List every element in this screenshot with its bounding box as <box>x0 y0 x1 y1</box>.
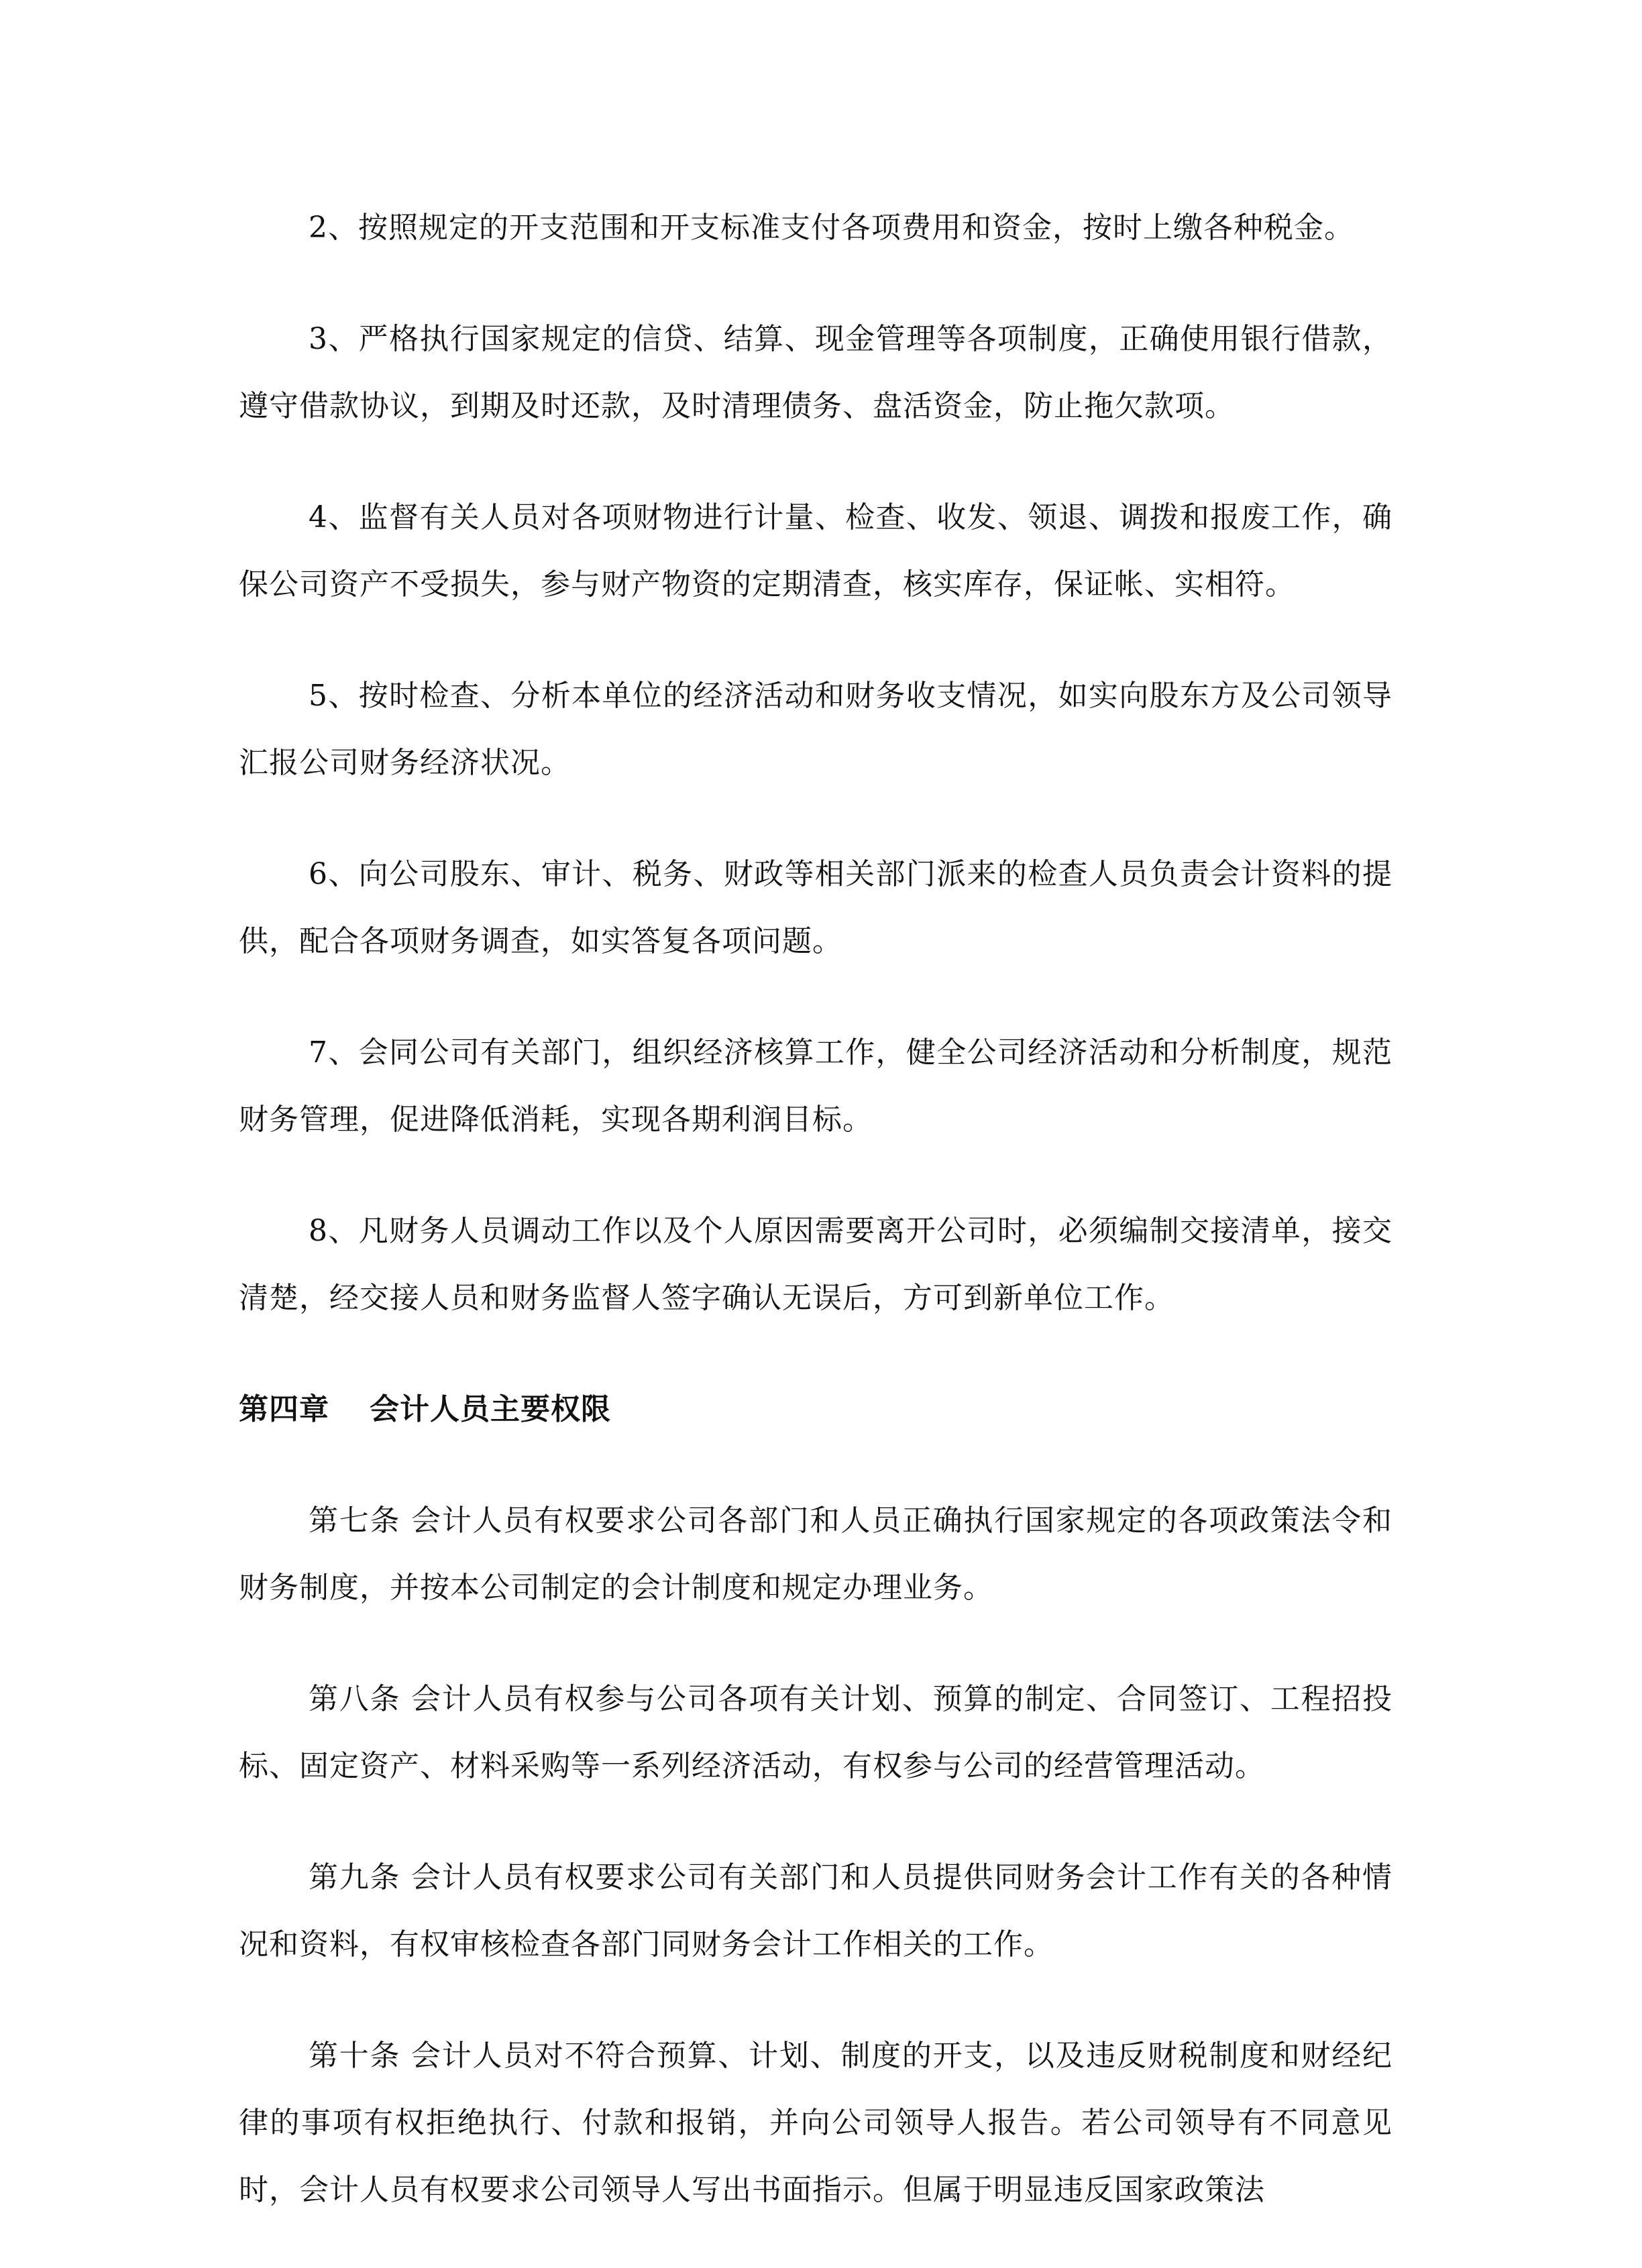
article-7: 第七条 会计人员有权要求公司各部门和人员正确执行国家规定的各项政策法令和财务制度，并按本公司制定的会计制度和规定办理业务。 <box>239 1504 1392 1605</box>
paragraph-item-2: 2、按照规定的开支范围和开支标准支付各项费用和资金，按时上缴各种税金。 <box>309 211 1354 245</box>
chapter-title: 会计人员主要权限 <box>370 1392 611 1426</box>
article-9: 第九条 会计人员有权要求公司有关部门和人员提供同财务会计工作有关的各种情况和资料，有权审核检查各部门同财务会计工作相关的工作。 <box>239 1860 1392 1962</box>
article-10: 第十条 会计人员对不符合预算、计划、制度的开支，以及违反财税制度和财经纪律的事项有权拒绝执行、付款和报销，并向公司领导人报告。若公司领导有不同意见时，会计人员有权要求公司领导人写出书面指示。但属于明显违反国家政策法 <box>239 2039 1392 2207</box>
paragraph-item-6: 6、向公司股东、审计、税务、财政等相关部门派来的检查人员负责会计资料的提供，配合各项财务调查，如实答复各项问题。 <box>239 857 1392 958</box>
paragraph-item-8: 8、凡财务人员调动工作以及个人原因需要离开公司时，必须编制交接清单，接交清楚，经交接人员和财务监督人签字确认无误后，方可到新单位工作。 <box>239 1214 1392 1315</box>
paragraph-item-5: 5、按时检查、分析本单位的经济活动和财务收支情况，如实向股东方及公司领导汇报公司财务经济状况。 <box>239 679 1392 780</box>
paragraph-item-4: 4、监督有关人员对各项财物进行计量、检查、收发、领退、调拨和报废工作，确保公司资产不受损失，参与财产物资的定期清查，核实库存，保证帐、实相符。 <box>239 500 1392 602</box>
chapter-number: 第四章 <box>239 1392 329 1426</box>
chapter-heading <box>239 1376 1392 1443</box>
paragraph-item-7: 7、会同公司有关部门，组织经济核算工作，健全公司经济活动和分析制度，规范财务管理，促进降低消耗，实现各期利润目标。 <box>239 1035 1392 1137</box>
document-page <box>239 194 1392 2268</box>
paragraph-item-3: 3、严格执行国家规定的信贷、结算、现金管理等各项制度，正确使用银行借款，遵守借款协议，到期及时还款，及时清理债务、盘活资金，防止拖欠款项。 <box>239 322 1392 423</box>
article-8: 第八条 会计人员有权参与公司各项有关计划、预算的制定、合同签订、工程招投标、固定资产、材料采购等一系列经济活动，有权参与公司的经营管理活动。 <box>239 1682 1392 1783</box>
